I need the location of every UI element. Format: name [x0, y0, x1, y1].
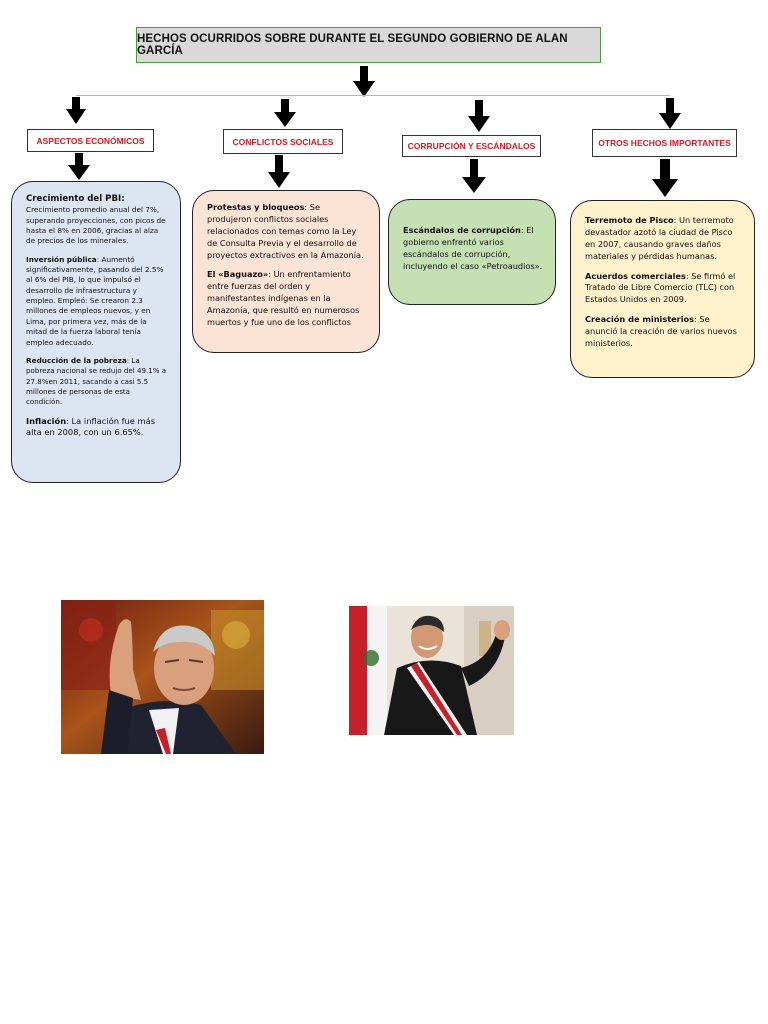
down-arrow-icon: [274, 99, 296, 132]
photo-presidential-sash: [349, 606, 514, 735]
category-economicos: ASPECTOS ECONÓMICOS: [27, 129, 154, 152]
economicos-item: Inflación: La inflación fue más alta en 2008, con un 6.65%.: [26, 415, 156, 438]
card-corrupcion: [388, 199, 556, 305]
connector-line: [76, 95, 670, 96]
down-arrow-icon: [468, 100, 490, 137]
down-arrow-icon: [462, 159, 486, 198]
card-sociales: [192, 190, 380, 353]
economicos-item: Reducción de la pobreza: La pobreza nacional se redujo del 49.1% a 27.8%en 2011, sacando a casi 5.5 millones de personas de esta condición.: [26, 355, 167, 407]
card-otros: [570, 200, 755, 378]
category-otros: OTROS HECHOS IMPORTANTES: [592, 129, 737, 157]
down-arrow-icon: [652, 159, 678, 202]
down-arrow-icon: [353, 66, 375, 102]
otros-item: Creación de ministerios: Se anunció la creación de varios nuevos ministerios.: [585, 314, 737, 349]
down-arrow-icon: [66, 97, 86, 129]
card-economicos: [11, 181, 181, 483]
sociales-item: El «Baguazo»: Un enfrentamiento entre fuerzas del orden y manifestantes indígenas en la Amazonía, que resultó en numerosos muertos y fue uno de los conflictos: [207, 269, 360, 328]
diagram-title: HECHOS OCURRIDOS SOBRE DURANTE EL SEGUNDO GOBIERNO DE ALAN GARCÍA: [136, 27, 601, 63]
economicos-item: Inversión pública: Aumentó significativamente, pasando del 2.5% al 6% del PIB, lo que impulsó el desarrollo de infraestructura y empleo. Empleó: Se crearon 2.3 millones de empleos nuevos, y en Lima, por primera vez, más de la mitad de la fuerza laboral tenía empleo adecuado.: [26, 254, 164, 347]
economicos-item: Crecimiento del PBI: Crecimiento promedio anual del 7%, superando proyecciones, con picos de hasta el 8% en 2006, gracias al alza de precios de los minerales.: [26, 194, 166, 246]
sociales-item: Protestas y bloqueos: Se produjeron conflictos sociales relacionados con temas como la Ley de Consulta Previa y el desarrollo de proyectos extractivos en la Amazonía.: [207, 202, 364, 260]
down-arrow-icon: [268, 155, 290, 193]
category-corrupcion: CORRUPCIÓN Y ESCÁNDALOS: [402, 135, 541, 157]
corrupcion-item: Escándalos de corrupción: El gobierno enfrentó varios escándalos de corrupción, incluyendo el caso «Petroaudios».: [403, 225, 543, 271]
photo-waving: [61, 600, 264, 754]
otros-item: Acuerdos comerciales: Se firmó el Tratado de Libre Comercio (TLC) con Estados Unidos en 2009.: [585, 270, 736, 305]
otros-item: Terremoto de Pisco: Un terremoto devastador azotó la ciudad de Pisco en 2007, causando graves daños materiales y pérdidas humanas.: [585, 215, 734, 261]
category-sociales: CONFLICTOS SOCIALES: [223, 129, 343, 154]
